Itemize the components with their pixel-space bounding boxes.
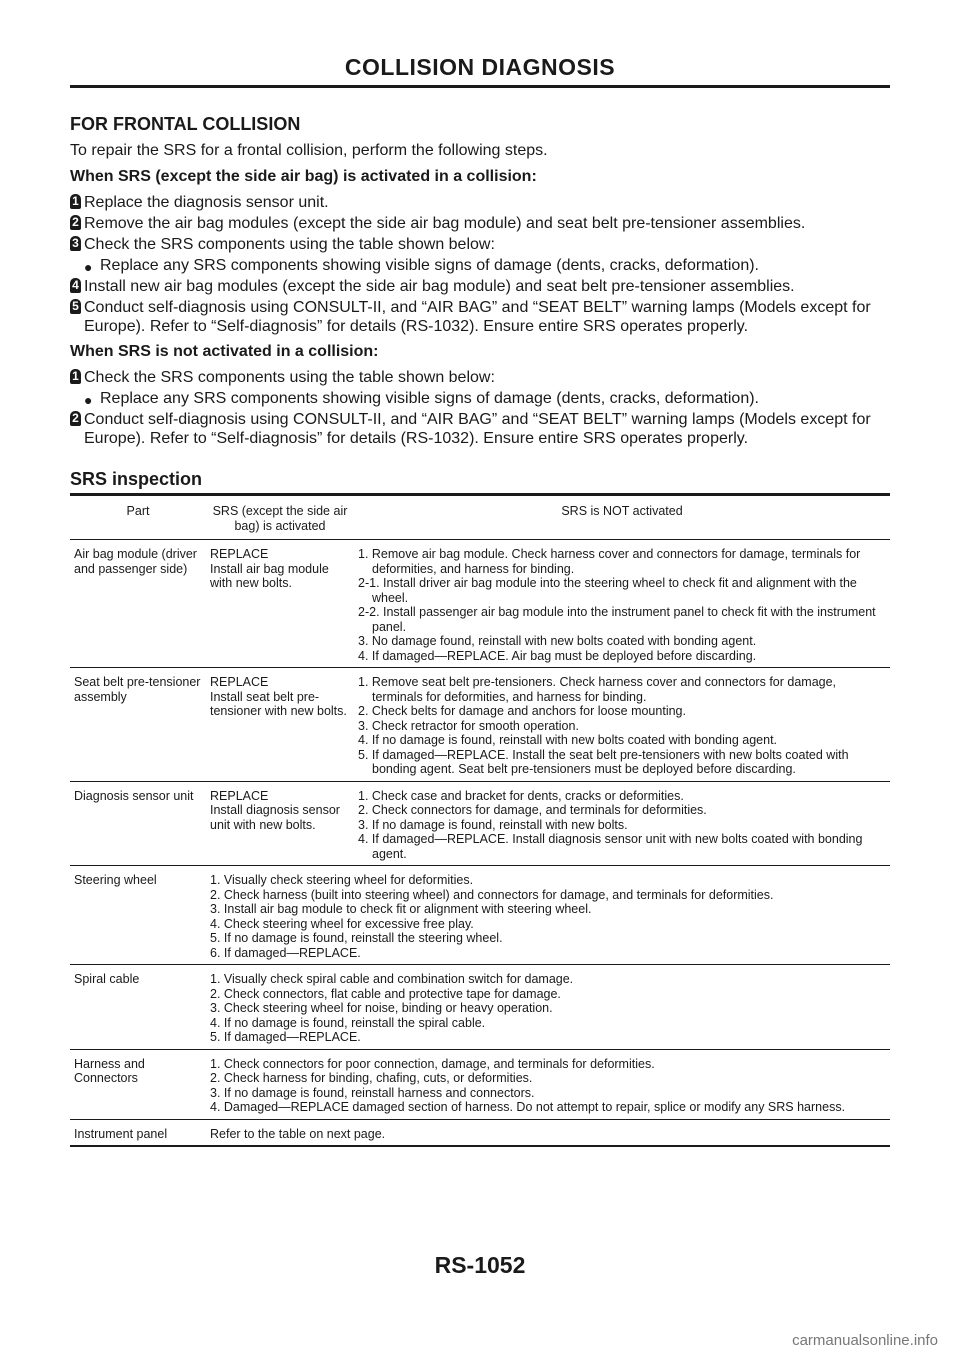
- cell-line: 3. Check steering wheel for noise, binding or heavy operation.: [210, 1001, 553, 1015]
- table-body: [70, 540, 890, 1147]
- cell-line: 5. If no damage is found, reinstall the steering wheel.: [210, 931, 503, 945]
- cell-line: 5. If damaged—REPLACE. Install the seat belt pre-tensioners with new bolts coated with bonding agent. Seat belt pre-tensioners must be deployed before discarding.: [358, 747, 849, 776]
- activated-heading: When SRS (except the side air bag) is activated in a collision:: [70, 168, 537, 185]
- cell-part: Steering wheel: [70, 866, 206, 965]
- cell-line: 4. If no damage is found, reinstall with new bolts coated with bonding agent.: [358, 733, 778, 747]
- cell-line: Install seat belt pre-tensioner with new bolts.: [210, 689, 347, 718]
- cell-line: 2-2. Install passenger air bag module into the instrument panel to check fit with the instrument panel.: [358, 605, 876, 634]
- page-header-title: COLLISION DIAGNOSIS: [344, 54, 616, 80]
- watermark: carmanualsonline.info: [792, 1332, 938, 1349]
- cell-line: 1. Check connectors for poor connection, damage, and terminals for deformities.: [210, 1056, 655, 1071]
- table-row: [70, 781, 890, 866]
- cell-line: 6. If damaged—REPLACE.: [210, 945, 361, 960]
- step-number-icon: 1: [70, 194, 81, 209]
- table-row: [70, 540, 890, 668]
- cell-line: 3. If no damage is found, reinstall harness and connectors.: [210, 1085, 535, 1100]
- cell-line: 4. If damaged—REPLACE. Install diagnosis sensor unit with new bolts coated with bonding agent.: [358, 832, 863, 861]
- srs-inspection-table: [70, 496, 890, 1147]
- cell-line: 3. No damage found, reinstall with new bolts coated with bonding agent.: [358, 634, 757, 648]
- bullet-item: ● Replace any SRS components showing visible signs of damage (dents, cracks, deformation).: [84, 390, 759, 408]
- table-row: [70, 668, 890, 782]
- cell-part: Instrument panel: [70, 1119, 206, 1146]
- cell-line: REPLACE: [210, 675, 269, 689]
- cell-line: 2. Check connectors for damage, and terminals for deformities.: [358, 803, 707, 817]
- table-row: [70, 965, 890, 1050]
- cell-line: Install air bag module with new bolts.: [210, 561, 329, 590]
- cell-line: 3. Check retractor for smooth operation.: [358, 718, 579, 733]
- cell-line: Install diagnosis sensor unit with new bolts.: [210, 803, 340, 832]
- page-number: RS-1052: [434, 1252, 526, 1278]
- table-row: [70, 866, 890, 965]
- cell-line: Refer to the table on next page.: [210, 1126, 386, 1141]
- not-activated-heading: When SRS is not activated in a collision:: [70, 343, 379, 360]
- cell-activated: [206, 668, 354, 782]
- header-part: Part: [70, 496, 206, 540]
- cell-line: 2-1. Install driver air bag module into the steering wheel to check fit and alignment with the wheel.: [358, 576, 857, 605]
- step-item: 2 Remove the air bag modules (except the side air bag module) and seat belt pre-tensioner assemblies.: [70, 214, 890, 233]
- cell-inspection: [206, 1119, 890, 1146]
- activated-steps: [70, 193, 890, 336]
- cell-line: 2. Check belts for damage and anchors for loose mounting.: [358, 704, 686, 718]
- step-item: 5 Conduct self-diagnosis using CONSULT-II, and “AIR BAG” and “SEAT BELT” warning lamps (Models except for Europe). Refer to “Self-diagnosis” for details (RS-1032). Ensure entire SRS operates properly.: [70, 298, 890, 336]
- cell-part: Harness and Connectors: [70, 1049, 206, 1119]
- header-rule: [70, 85, 890, 88]
- table-row: [70, 1049, 890, 1119]
- cell-line: 3. If no damage is found, reinstall with new bolts.: [358, 817, 628, 832]
- cell-not-activated: [354, 668, 890, 782]
- cell-line: 1. Remove air bag module. Check harness cover and connectors for damage, terminals for deformities, and harness for binding.: [358, 547, 861, 576]
- bullet-icon: ●: [84, 392, 93, 408]
- cell-part: Air bag module (driver and passenger side): [70, 540, 206, 668]
- cell-line: REPLACE: [210, 547, 269, 561]
- header-not-activated: SRS is NOT activated: [354, 496, 890, 540]
- step-item: 3 Check the SRS components using the table shown below:: [70, 235, 890, 254]
- step-item: 4 Install new air bag modules (except the side air bag module) and seat belt pre-tensioner assemblies.: [70, 277, 890, 296]
- table-row: [70, 1119, 890, 1146]
- cell-not-activated: [354, 781, 890, 866]
- step-number-icon: 5: [70, 299, 81, 314]
- cell-activated: [206, 781, 354, 866]
- section-title: FOR FRONTAL COLLISION: [70, 114, 301, 134]
- cell-line: 2. Check connectors, flat cable and protective tape for damage.: [210, 986, 561, 1001]
- bullet-icon: ●: [84, 259, 93, 275]
- cell-line: 1. Remove seat belt pre-tensioners. Check harness cover and connectors for damage, terminals for deformities, and harness for binding.: [358, 675, 837, 704]
- cell-line: 1. Visually check spiral cable and combination switch for damage.: [210, 972, 574, 986]
- step-number-icon: 2: [70, 215, 81, 230]
- cell-not-activated: [354, 540, 890, 668]
- cell-inspection: [206, 1049, 890, 1119]
- cell-line: 1. Check case and bracket for dents, cracks or deformities.: [358, 788, 684, 803]
- step-number-icon: 2: [70, 411, 81, 426]
- cell-line: 2. Check harness (built into steering wheel) and connectors for damage, and terminals for deformities.: [210, 887, 774, 902]
- cell-line: REPLACE: [210, 788, 269, 803]
- cell-line: 1. Visually check steering wheel for deformities.: [210, 873, 474, 887]
- cell-part: Seat belt pre-tensioner assembly: [70, 668, 206, 782]
- cell-line: 4. Damaged—REPLACE damaged section of harness. Do not attempt to repair, splice or modify any SRS harness.: [210, 1100, 846, 1114]
- cell-activated: [206, 540, 354, 668]
- not-activated-steps: [70, 368, 890, 448]
- section-intro: To repair the SRS for a frontal collision, perform the following steps.: [70, 142, 548, 159]
- step-item: 1 Replace the diagnosis sensor unit.: [70, 193, 890, 212]
- step-number-icon: 3: [70, 236, 81, 251]
- cell-line: 4. Check steering wheel for excessive free play.: [210, 916, 474, 931]
- cell-line: 3. Install air bag module to check fit or alignment with steering wheel.: [210, 902, 592, 916]
- step-item: 1 Check the SRS components using the table shown below:: [70, 368, 890, 387]
- step-item: 2 Conduct self-diagnosis using CONSULT-II, and “AIR BAG” and “SEAT BELT” warning lamps (Models except for Europe). Refer to “Self-diagnosis” for details (RS-1032). Ensure entire SRS operates properly.: [70, 410, 890, 448]
- cell-inspection: [206, 965, 890, 1050]
- cell-part: Diagnosis sensor unit: [70, 781, 206, 866]
- step-number-icon: 4: [70, 278, 81, 293]
- header-activated: SRS (except the side air bag) is activated: [206, 496, 354, 540]
- bullet-item: ● Replace any SRS components showing visible signs of damage (dents, cracks, deformation).: [84, 257, 759, 275]
- cell-part: Spiral cable: [70, 965, 206, 1050]
- cell-line: 2. Check harness for binding, chafing, cuts, or deformities.: [210, 1071, 533, 1085]
- cell-line: 4. If no damage is found, reinstall the spiral cable.: [210, 1015, 486, 1030]
- cell-inspection: [206, 866, 890, 965]
- document-page: [70, 52, 890, 1147]
- cell-line: 5. If damaged—REPLACE.: [210, 1030, 361, 1044]
- table-header-row: [70, 496, 890, 540]
- cell-line: 4. If damaged—REPLACE. Air bag must be deployed before discarding.: [358, 648, 757, 663]
- step-number-icon: 1: [70, 369, 81, 384]
- table-title: SRS inspection: [70, 469, 203, 489]
